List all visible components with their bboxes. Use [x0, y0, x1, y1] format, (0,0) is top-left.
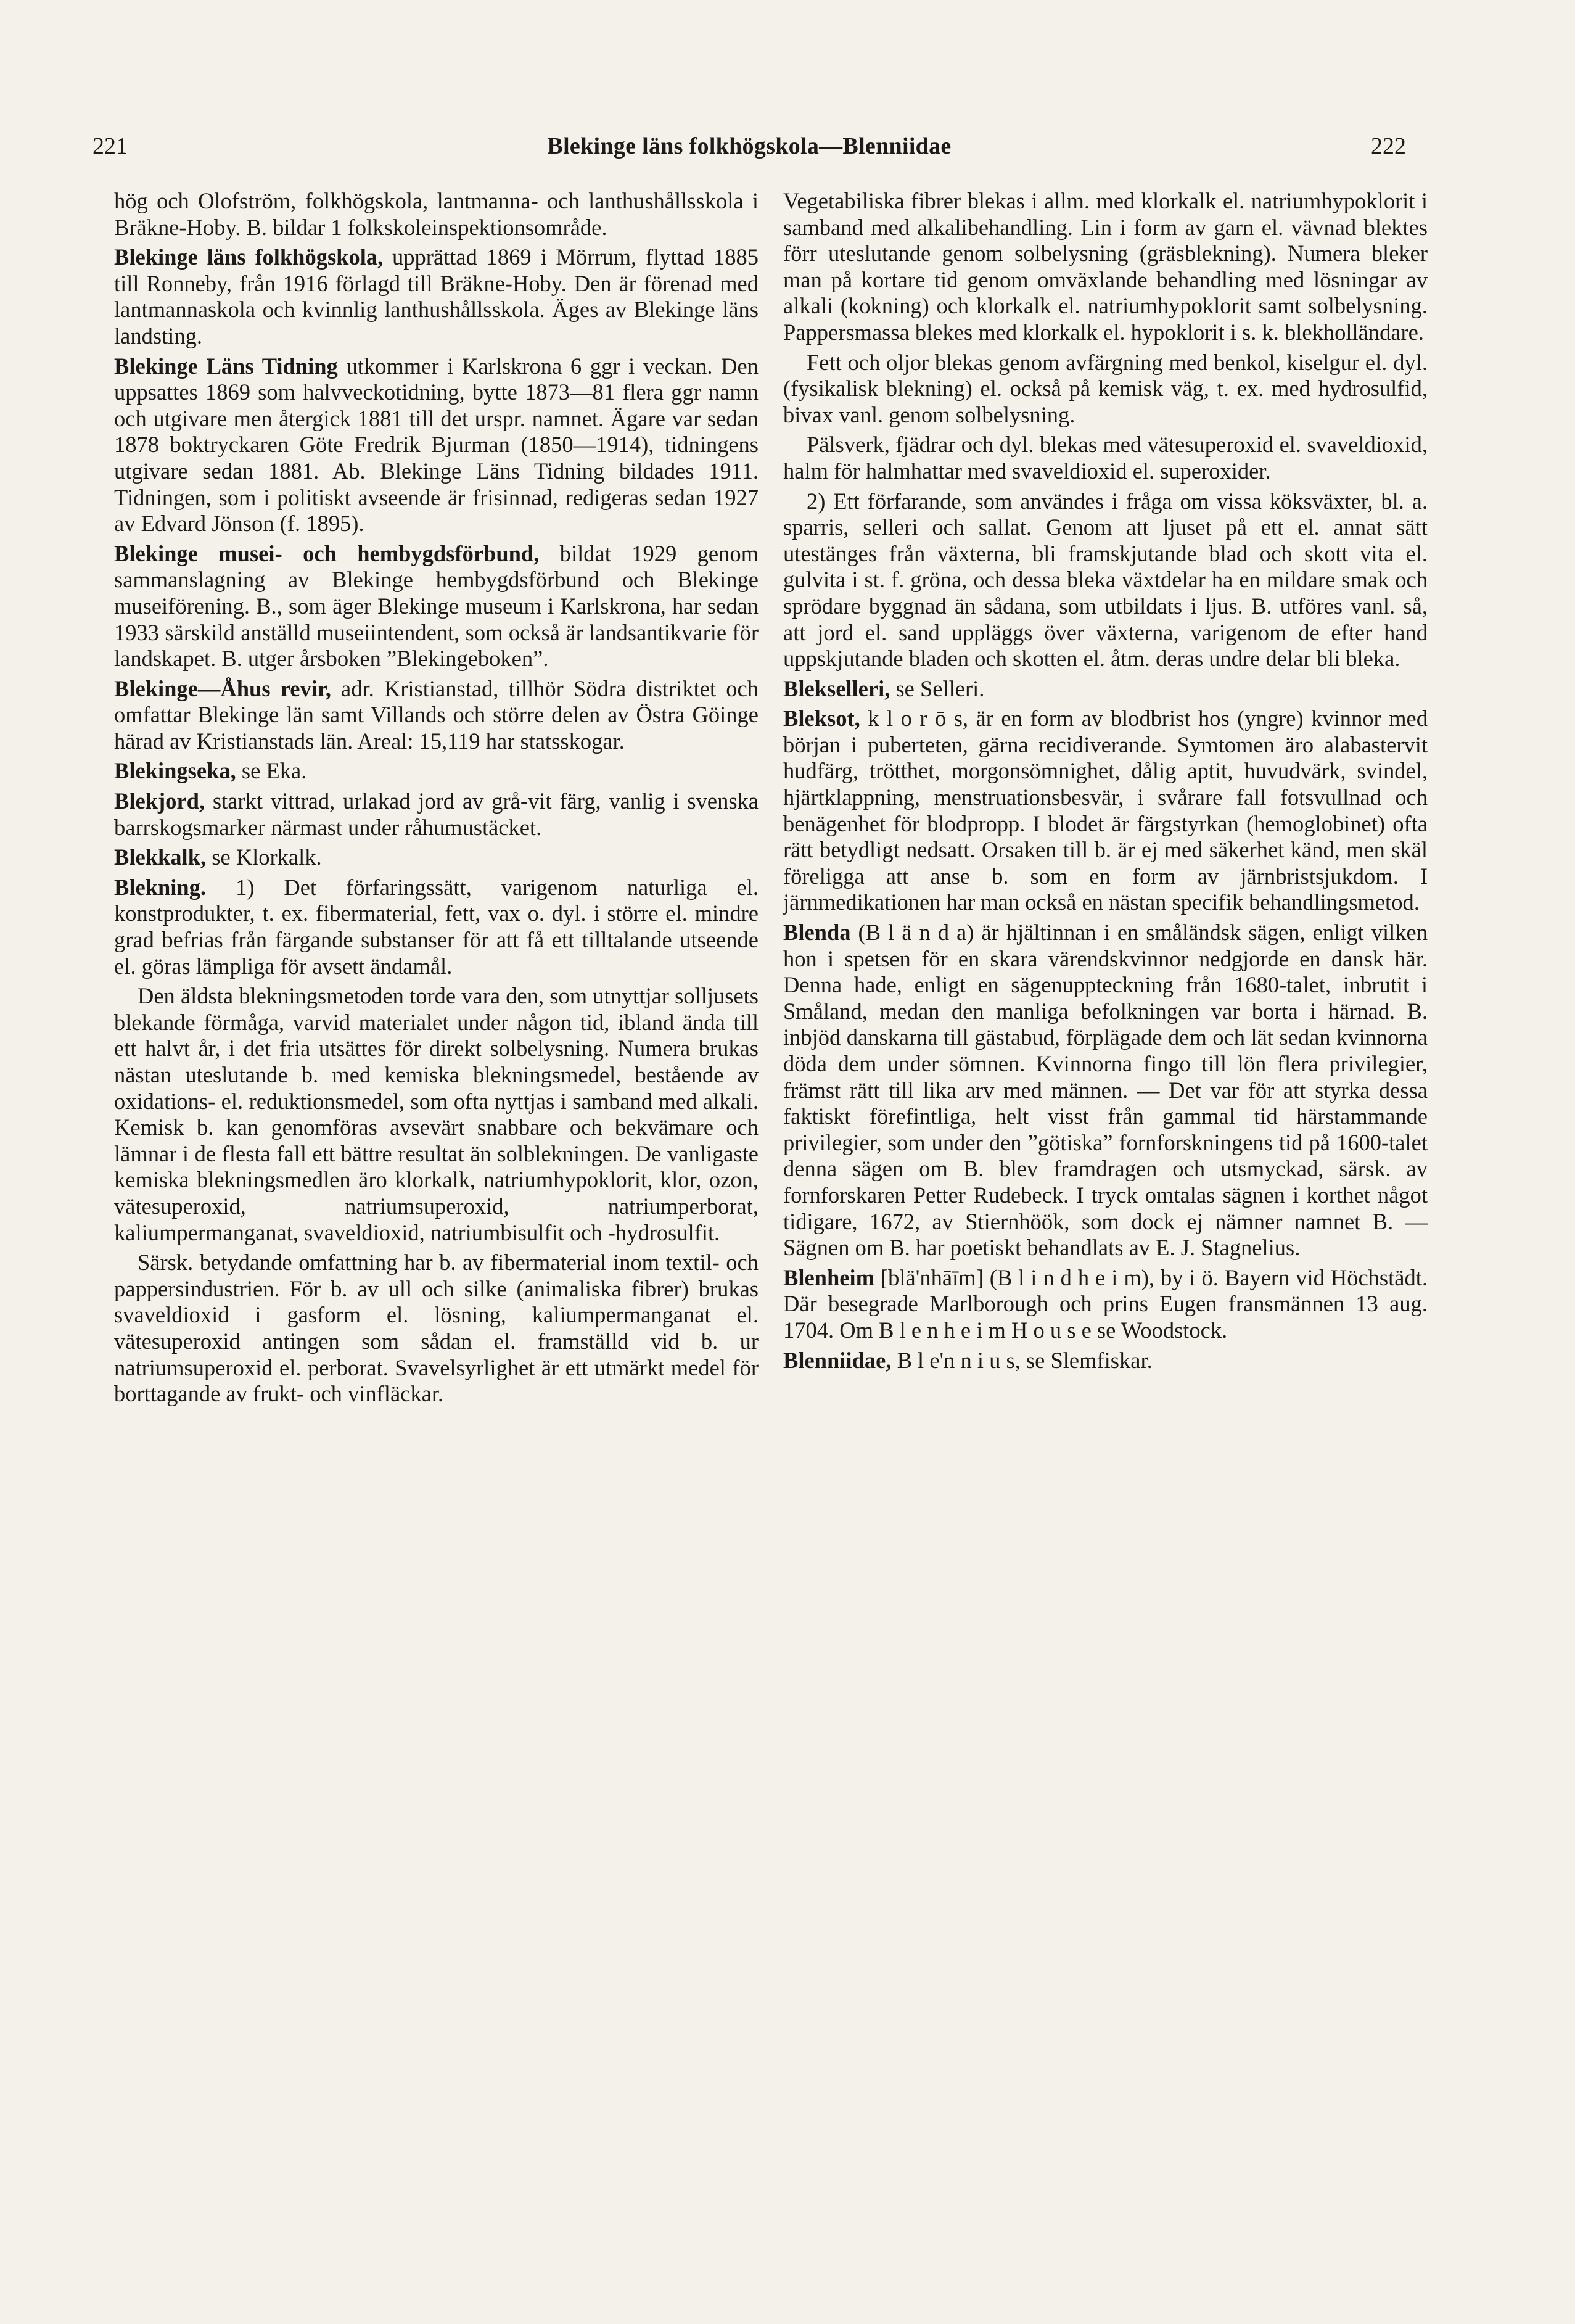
entry-text: upprättad 1869 i Mörrum, flyttad 1885 till Ronneby, från 1916 förlagd till Bräkne-Hoby. Den är förenad med lantmannaskola och kvinnlig lanthushållsskola. Äges av Blekinge läns landsting.: [114, 244, 759, 348]
entry-text: k l o r ō s, är en form av blodbrist hos (yngre) kvinnor med början i puberteten, gärna recidiverande. Symtomen äro alabastervit hudfärg, trötthet, morgonsömnighet, dålig aptit, huvudvärk, svindel, hjärtklappning, menstruationsbesvär, i svårare fall fotsvullnad och benägenhet för blodpropp. I blodet är färgstyrkan (hemoglobinet) ofta rätt betydligt nedsatt. Orsaken till b. är ej med säkerhet känd, men skäl föreligga att anse b. som en form av järnbristsjukdom. I järnmedikationen har man också en nästan specifik behandlingsmetod.: [783, 706, 1428, 915]
entry-paragraph: [783, 488, 1428, 672]
entry-text: Särsk. betydande omfattning har b. av fibermaterial inom textil- och pappersindustrien. För b. av ull och silke (animaliska fibrer) brukas svaveldioxid i gasform el. lösning, kaliumpermanganat el. vätesuperoxid antingen som sådan el. framställd vid b. ur natriumsuperoxid el. perborat. Svavelsyrlighet är ett utmärkt medel för borttagande av frukt- och vinfläckar.: [114, 1250, 759, 1407]
dictionary-entry: [783, 1265, 1428, 1344]
dictionary-entry: [114, 875, 759, 979]
entry-paragraph: [783, 350, 1428, 429]
entry-text: utkommer i Karlskrona 6 ggr i veckan. Den uppsattes 1869 som halvveckotidning, bytte 1873—81 flera ggr namn och utgivare men återgick 1881 till det urspr. namnet. Ägare var sedan 1878 boktryckaren Göte Fredrik Bjurman (1850—1914), tidningens utgivare sedan 1881. Ab. Blekinge Läns Tidning bildades 1911. Tidningen, som i politiskt avseende är frisinnad, redigeras sedan 1927 av Edvard Jönson (f. 1895).: [114, 353, 759, 537]
page-number-left: 221: [93, 133, 128, 159]
entry-paragraph: [114, 983, 759, 1246]
running-header: [93, 133, 1406, 170]
entry-headword: Blekselleri,: [783, 675, 890, 701]
entry-paragraph: [114, 188, 759, 241]
entry-text: Vegetabiliska fibrer blekas i allm. med klorkalk el. natriumhypoklorit i samband med alkalibehandling. Lin i form av garn el. vävnad blektes förr uteslutande genom solbelysning (gräsblekning). Numera bleker man på kortare tid genom omväxlande behandling med lösningar av alkali (kokning) och klorkalk el. natriumhypoklorit samt solbelysning. Pappersmassa blekes med klorkalk el. hypoklorit i s. k. blekholländare.: [783, 188, 1428, 345]
entry-headword: Blekinge—Åhus revir,: [114, 675, 331, 701]
entry-paragraph: [114, 1250, 759, 1407]
dictionary-entry: [114, 244, 759, 349]
entry-text: hög och Olofström, folkhögskola, lantmanna- och lanthushållsskola i Bräkne-Hoby. B. bildar 1 folkskoleinspektionsområde.: [114, 188, 759, 240]
entry-text: Den äldsta blekningsmetoden torde vara den, som utnyttjar solljusets blekande förmåga, varvid materialet under någon tid, ibland ända till ett halvt år, i det fria utsättes för direkt solbelysning. Numera brukas nästan uteslutande b. med kemiska blekningsmedel, bestående av oxidations- el. reduktionsmedel, som ofta nyttjas i samband med alkali. Kemisk b. kan genomföras avsevärt snabbare och bekvämare och lämnar i de flesta fall ett bättre resultat än solblekningen. De vanligaste kemiska blekningsmedlen äro klorkalk, natriumhypoklorit, klor, ozon, vätesuperoxid, natriumsuperoxid, natriumperborat, kaliumpermanganat, svaveldioxid, natriumbisulfit och -hydrosulfit.: [114, 983, 759, 1245]
running-title: Blekinge läns folkhögskola—Blenniidae: [547, 133, 952, 159]
entry-text: Fett och oljor blekas genom avfärgning med benkol, kiselgur el. dyl. (fysikalisk blekning) el. också på kemisk väg, t. ex. med hydrosulfid, bivax vanl. genom solbelysning.: [783, 349, 1428, 427]
right-column: [783, 188, 1428, 1377]
dictionary-entry: [114, 788, 759, 841]
entry-headword: Blenheim: [783, 1264, 875, 1290]
dictionary-entry: [783, 920, 1428, 1261]
entry-headword: Blekinge musei- och hembygdsförbund,: [114, 540, 540, 566]
entry-headword: Blekjord,: [114, 788, 205, 814]
entry-text: 1) Det förfaringssätt, varigenom naturliga el. konstprodukter, t. ex. fibermaterial, fett, vax o. dyl. i större el. mindre grad befrias från färgande substanser för att få ett tilltalande utseende el. göras lämpliga för avsett ändamål.: [114, 874, 759, 979]
entry-text: se Selleri.: [890, 675, 985, 701]
entry-text: adr. Kristianstad, tillhör Södra distriktet och omfattar Blekinge län samt Villands och större delen av Östra Göinge härad av Kristianstads län. Areal: 15,119 har statsskogar.: [114, 675, 759, 754]
dictionary-entry: [783, 706, 1428, 916]
dictionary-entry: [783, 1348, 1428, 1374]
entry-headword: Blekinge läns folkhögskola,: [114, 244, 384, 270]
dictionary-entry: [114, 676, 759, 755]
entry-headword: Blekning.: [114, 874, 207, 900]
entry-text: B l e'n n i u s, se Slemfiskar.: [891, 1347, 1153, 1373]
entry-text: se Klorkalk.: [206, 844, 322, 870]
entry-text: se Eka.: [236, 758, 307, 784]
dictionary-entry: [114, 844, 759, 871]
entry-text: starkt vittrad, urlakad jord av grå-vit färg, vanlig i svenska barrskogsmarker närmast under råhumustäcket.: [114, 788, 759, 840]
dictionary-entry: [114, 758, 759, 785]
entry-headword: Blenniidae,: [783, 1347, 892, 1373]
entry-headword: Bleksot,: [783, 706, 860, 731]
entry-text: (B l ä n d a) är hjältinnan i en småländsk sägen, enligt vilken hon i spetsen för en skara värendskvinnor nedgjorde en dansk här. Denna hade, enligt en sägenuppteckning från 1680-talet, inbrutit i Småland, medan den manliga befolkningen var borta i härnad. B. inbjöd danskarna till gästabud, förplägade dem och lät sedan kvinnorna döda dem under sömnen. Kvinnorna fingo till lön flera privilegier, främst rätt till lika arv med männen. — Det var för att styrka dessa faktiskt förefintliga, helt visst från gammal tid härstammande privilegier, som under den ”götiska” fornforskningens tid på 1600-talet denna sägen om B. blev framdragen och utsmyckad, särsk. av fornforskaren Petter Rudebeck. I tryck omtalas sägnen i korthet något tidigare, 1672, av Stiernhöök, som dock ej nämner namnet B. — Sägnen om B. har poetiskt behandlats av E. J. Stagnelius.: [783, 920, 1428, 1261]
dictionary-entry: [114, 541, 759, 672]
entry-paragraph: [783, 432, 1428, 484]
left-column: [114, 188, 759, 1411]
entry-paragraph: [783, 188, 1428, 346]
entry-headword: Blekingseka,: [114, 758, 236, 784]
entry-text: bildat 1929 genom sammanslagning av Blekinge hembygdsförbund och Blekinge museiförening. B., som äger Blekinge museum i Karlskrona, har sedan 1933 särskild anställd museiintendent, som också är landsantikvarie för landskapet. B. utger årsboken ”Blekingeboken”.: [114, 540, 759, 672]
dictionary-entry: [114, 353, 759, 537]
entry-text: 2) Ett förfarande, som användes i fråga om vissa köksväxter, bl. a. sparris, selleri och sallat. Genom att ljuset på ett el. annat sätt utestänges från växterna, bli framskjutande blad och skott vita el. gulvita i st. f. gröna, och dessa bleka växtdelar ha en mildare smak och sprödare byggnad än sådana, som utbildats i ljus. B. utföres vanl. så, att jord el. sand uppläggs över växterna, varigenom de efter hand uppskjutande bladen och skotten el. åtm. deras undre delar bli bleka.: [783, 488, 1428, 672]
page-number-right: 222: [1371, 133, 1406, 159]
entry-headword: Blekinge Läns Tidning: [114, 353, 338, 379]
entry-headword: Blekkalk,: [114, 844, 207, 870]
entry-headword: Blenda: [783, 920, 851, 946]
entry-text: [blä'nhāīm] (B l i n d h e i m), by i ö. Bayern vid Höchstädt. Där besegrade Marlborough och prins Eugen fransmännen 13 aug. 1704. Om B l e n h e i m H o u s e se Woodstock.: [783, 1264, 1428, 1343]
entry-text: Pälsverk, fjädrar och dyl. blekas med vätesuperoxid el. svaveldioxid, halm för halmhattar med svaveldioxid el. superoxider.: [783, 432, 1428, 484]
dictionary-entry: [783, 676, 1428, 703]
